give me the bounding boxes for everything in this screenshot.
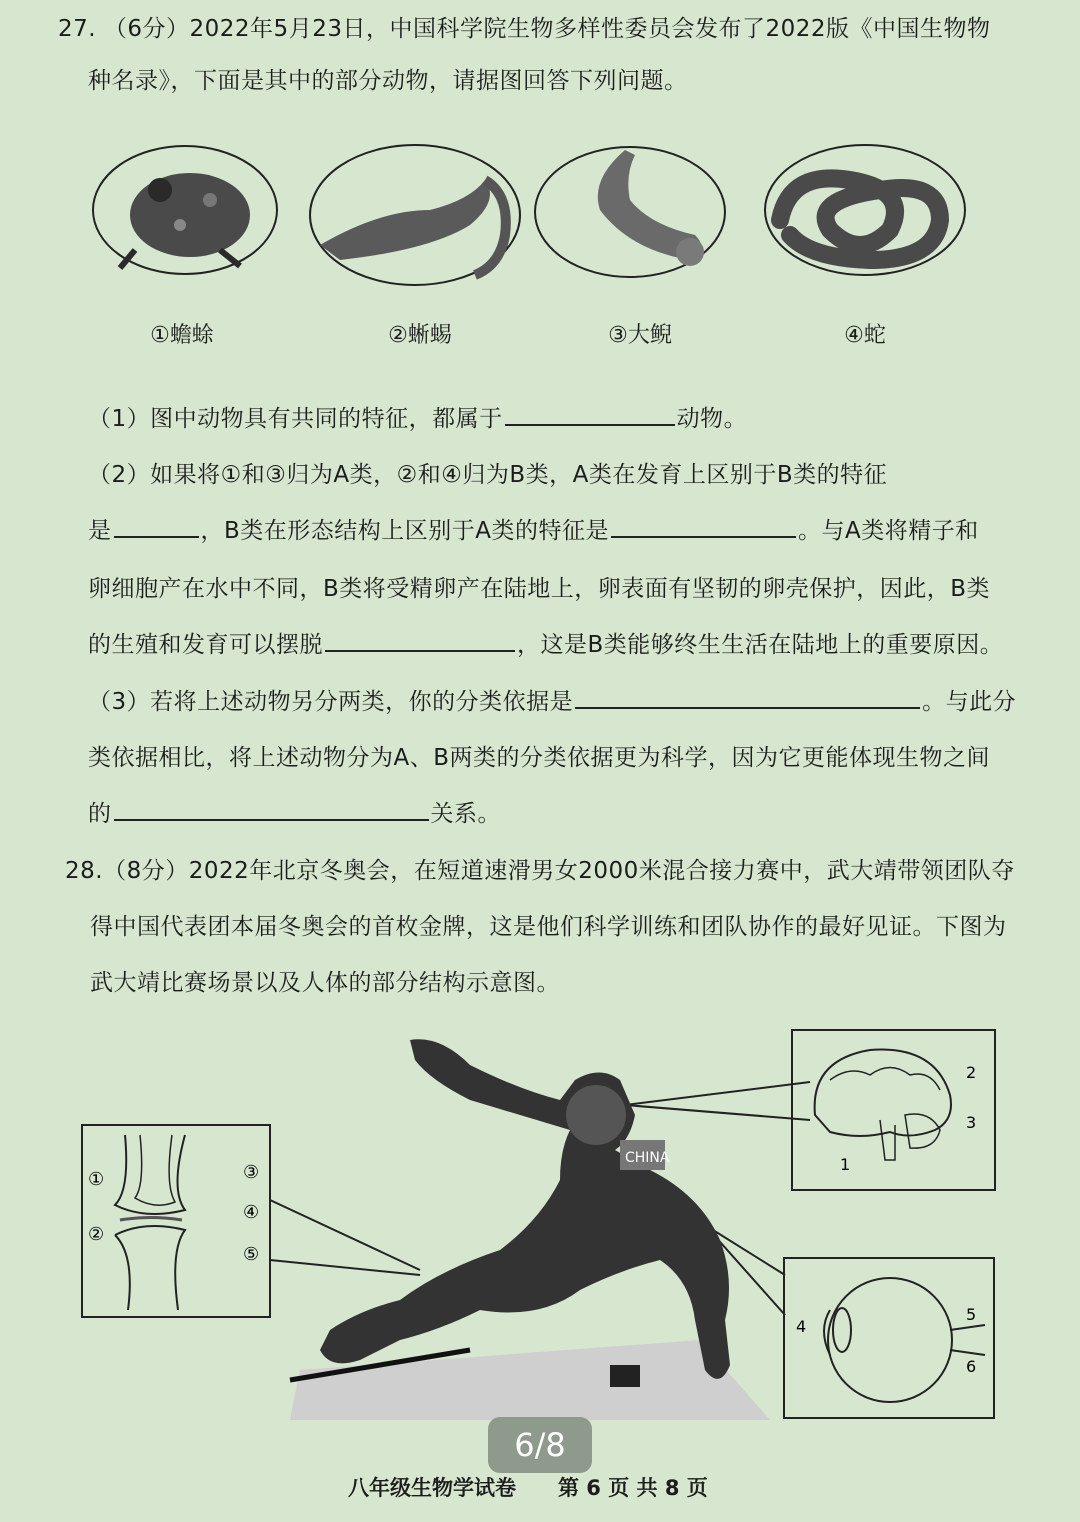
q27-part3-line3 (88, 795, 501, 828)
caption-toad: ①蟾蜍 (150, 323, 214, 348)
joint-label-2: ② (88, 1224, 105, 1245)
page-indicator-badge: 6/8 (488, 1417, 592, 1473)
q27-part2-line3: 卵细胞产在水中不同，B类将受精卵产在陆地上，卵表面有坚韧的卵壳保护，因此，B类 (88, 576, 991, 602)
answer-blank-2[interactable] (114, 535, 199, 538)
joint-diagram (82, 1125, 270, 1317)
q27-part1-text-b: 动物。 (676, 406, 748, 432)
answer-blank-3[interactable] (611, 535, 796, 538)
q27-part2-text-e: ，这是B类能够终生生活在陆地上的重要原因。 (517, 632, 1004, 658)
q27-part3-text-d: 关系。 (430, 801, 501, 827)
q27-part1 (88, 400, 747, 433)
caption-snake: ④蛇 (844, 323, 886, 348)
answer-blank-4[interactable] (325, 649, 515, 652)
q27-part2-text-a: 是 (88, 518, 112, 544)
answer-blank-5[interactable] (575, 706, 920, 709)
q28-stem-line2: 得中国代表团本届冬奥会的首枚金牌，这是他们科学训练和团队协作的最好见证。下图为 (90, 914, 1007, 940)
footer-exam-title: 八年级生物学试卷 (348, 1476, 516, 1500)
q27-part2-text-b: ，B类在形态结构上区别于A类的特征是 (200, 518, 610, 544)
q27-part2-text-c: 。与A类将精子和 (798, 518, 979, 544)
q27-part2-text-d: 的生殖和发育可以摆脱 (88, 632, 323, 658)
skater-illustration (290, 1039, 770, 1430)
eye-label-6: 6 (966, 1357, 977, 1376)
eye-diagram (784, 1258, 994, 1418)
q27-part1-text-a: （1）图中动物具有共同的特征，都属于 (88, 406, 503, 432)
salamander-illustration (535, 147, 725, 277)
brain-label-1: 1 (840, 1155, 851, 1174)
q27-part3-line2: 类依据相比，将上述动物分为A、B两类的分类依据更为科学，因为它更能体现生物之间 (88, 745, 991, 771)
brain-label-2: 2 (966, 1063, 977, 1082)
q27-part3-line1 (88, 683, 1016, 716)
caption-lizard: ②蜥蜴 (388, 323, 452, 348)
answer-blank-1[interactable] (505, 423, 675, 426)
jersey-text: CHINA (625, 1150, 670, 1166)
q28-stem-line3: 武大靖比赛场景以及人体的部分结构示意图。 (90, 970, 560, 996)
joint-label-3: ③ (243, 1162, 260, 1183)
skater-figure (0, 1020, 1080, 1430)
toad-illustration (93, 146, 277, 274)
q27-part2-line2 (88, 512, 979, 545)
q27-part2-line4 (88, 626, 1003, 659)
q27-part3-text-a: （3）若将上述动物另分两类，你的分类依据是 (88, 689, 574, 715)
eye-label-4: 4 (796, 1317, 807, 1336)
q27-stem-line1: 27. （6分）2022年5月23日，中国科学院生物多样性委员会发布了2022版《中国生物物 (58, 16, 991, 42)
joint-label-4: ④ (243, 1202, 260, 1223)
q27-part3-text-b: 。与此分 (922, 689, 1017, 715)
answer-blank-6[interactable] (114, 818, 429, 821)
animal-illustrations (90, 140, 1000, 320)
q28-stem-line1: 28.（8分）2022年北京冬奥会，在短道速滑男女2000米混合接力赛中，武大靖带领团队夺 (65, 858, 1015, 884)
brain-label-3: 3 (966, 1113, 977, 1132)
q27-stem-line2: 种名录》，下面是其中的部分动物，请据图回答下列问题。 (88, 68, 688, 94)
caption-salamander: ③大鲵 (608, 323, 672, 348)
joint-label-1: ① (88, 1169, 105, 1190)
footer-page-count: 第 6 页 共 8 页 (558, 1476, 708, 1500)
q27-part3-text-c: 的 (88, 801, 112, 827)
lizard-illustration (310, 145, 520, 285)
brain-diagram (792, 1030, 995, 1190)
q27-part2-line1: （2）如果将①和③归为A类，②和④归为B类，A类在发育上区别于B类的特征 (88, 462, 888, 488)
joint-label-5: ⑤ (243, 1244, 260, 1265)
eye-label-5: 5 (966, 1305, 977, 1324)
snake-illustration (765, 145, 965, 275)
